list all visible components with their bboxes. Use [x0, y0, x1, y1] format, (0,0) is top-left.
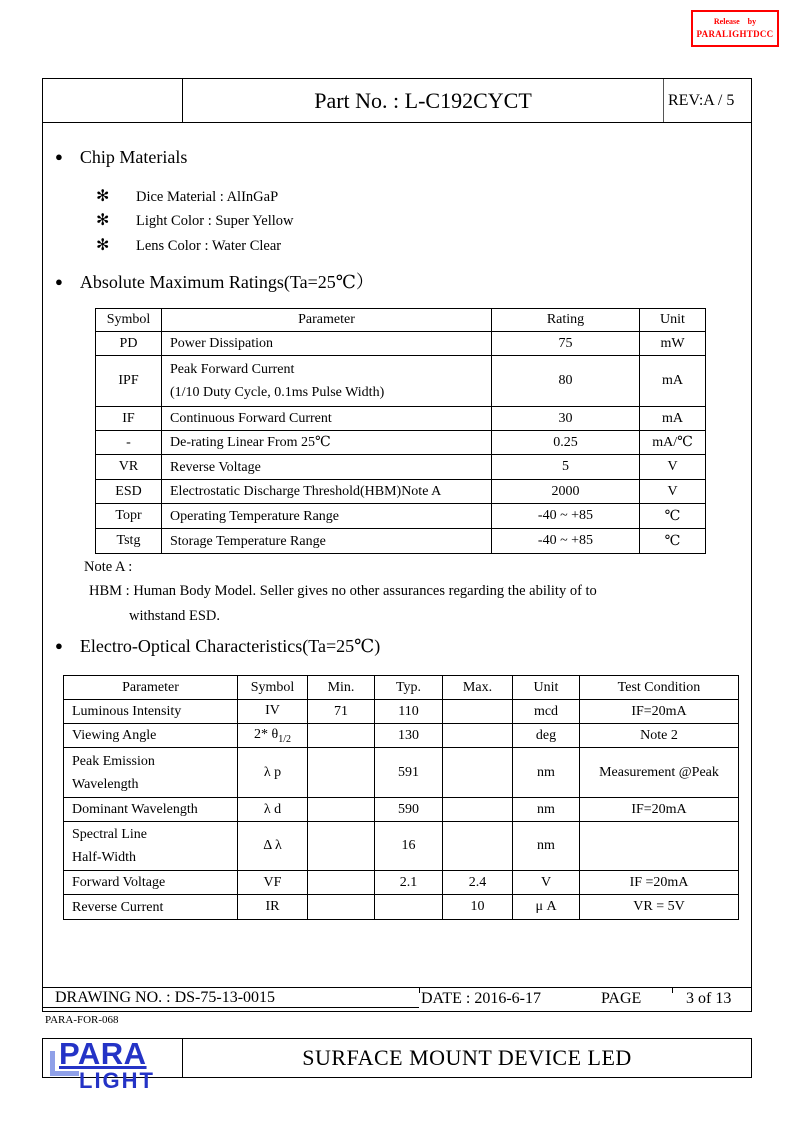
parameter-text: Forward Voltage [72, 875, 166, 890]
cell-typ: 110 [375, 700, 443, 724]
cell-unit: μ A [513, 895, 580, 920]
asterisk-icon: ✻ [96, 188, 110, 205]
table-row [64, 895, 739, 920]
cell-min [308, 724, 375, 748]
cell-unit: nm [513, 798, 580, 822]
release-stamp-line2: PARALIGHTDCC [696, 29, 774, 39]
cell-unit: nm [513, 822, 580, 871]
symbol-text: 2* θ [254, 726, 279, 742]
cell-max [443, 798, 513, 822]
cell-typ: 130 [375, 724, 443, 748]
cell-symbol: PD [96, 332, 162, 356]
company-logo [43, 1036, 183, 1093]
list-item-label: Light Color : Super Yellow [136, 213, 294, 230]
col-header-test-condition: Test Condition [580, 676, 739, 700]
cell-parameter [162, 356, 492, 407]
document-frame [42, 78, 752, 1012]
col-header-max: Max. [443, 676, 513, 700]
cell-symbol [238, 822, 308, 871]
list-item-label: Lens Color : Water Clear [136, 237, 282, 254]
cell-symbol: ESD [96, 480, 162, 504]
electro-optical-title: Electro-Optical Characteristics(Ta=25℃) [79, 636, 381, 656]
parameter-text: Luminous Intensity [72, 704, 182, 719]
symbol-text: VF [263, 874, 282, 890]
cell-typ: 591 [375, 748, 443, 798]
symbol-text: IV [265, 702, 280, 718]
footer-block [43, 987, 751, 1011]
note-a-label: Note A : [84, 559, 133, 575]
cell-parameter [162, 504, 492, 529]
cell-rating: 80 [492, 356, 640, 407]
cell-unit: nm [513, 748, 580, 798]
symbol-text: λ p [263, 764, 282, 780]
note-a-text: HBM : Human Body Model. Seller gives no other assurances regarding the ability of to [89, 583, 597, 600]
cell-test-condition: IF=20mA [580, 700, 739, 724]
cell-symbol [238, 700, 308, 724]
asterisk-icon: ✻ [96, 212, 110, 230]
cell-parameter [162, 407, 492, 431]
electro-optical-table [63, 675, 739, 920]
parameter-text: Peak Emission [72, 753, 155, 769]
symbol-text: Δ λ [263, 838, 282, 853]
parameter-text: Dominant Wavelength [72, 802, 198, 817]
parameter-text2: (1/10 Duty Cycle, 0.1ms Pulse Width) [170, 385, 385, 400]
cell-min [308, 798, 375, 822]
col-header-min: Min. [308, 676, 375, 700]
note-a-text2: withstand ESD. [129, 607, 221, 624]
cell-max [443, 822, 513, 871]
col-header-symbol: Symbol [238, 676, 308, 700]
title-block-empty-cell [43, 79, 183, 122]
cell-unit: V [640, 455, 706, 480]
cell-unit: ℃ [640, 504, 706, 529]
table-header-row [64, 676, 739, 700]
cell-min [308, 822, 375, 871]
cell-rating: 5 [492, 455, 640, 480]
logo-para-text: PARA [59, 1036, 147, 1071]
cell-typ: 16 [375, 822, 443, 871]
cell-rating: -40 ~ +85 [492, 529, 640, 554]
parameter-text2: Wavelength [72, 776, 139, 792]
table-row [96, 455, 706, 480]
table-row [64, 822, 739, 871]
date: DATE : 2016-6-17 [421, 990, 541, 1007]
cell-parameter [162, 529, 492, 554]
parameter-text: Operating Temperature Range [170, 508, 340, 524]
cell-max [443, 748, 513, 798]
release-stamp-line1: Release by [713, 17, 757, 26]
cell-rating: 30 [492, 407, 640, 431]
table-row [96, 356, 706, 407]
cell-max [443, 724, 513, 748]
parameter-text: Peak Forward Current [170, 362, 295, 377]
cell-unit: mcd [513, 700, 580, 724]
list-item [96, 234, 294, 258]
cell-parameter [64, 895, 238, 920]
divider [419, 988, 420, 993]
cell-typ [375, 895, 443, 920]
chip-materials-title: Chip Materials [79, 147, 188, 167]
cell-symbol: Tstg [96, 529, 162, 554]
table-row [64, 724, 739, 748]
cell-max [443, 700, 513, 724]
cell-unit: mA [640, 356, 706, 407]
cell-symbol: Topr [96, 504, 162, 529]
cell-symbol [238, 871, 308, 895]
table-row [96, 504, 706, 529]
cell-unit: mA [640, 407, 706, 431]
cell-min: 71 [308, 700, 375, 724]
cell-unit: mW [640, 332, 706, 356]
abs-max-title: Absolute Maximum Ratings(Ta=25℃） [79, 272, 374, 292]
cell-rating: 0.25 [492, 431, 640, 455]
cell-typ: 2.1 [375, 871, 443, 895]
table-row [64, 748, 739, 798]
page-label: PAGE [601, 990, 642, 1007]
bullet-icon: ● [55, 638, 63, 653]
divider [672, 988, 673, 993]
table-row [96, 407, 706, 431]
cell-unit: ℃ [640, 529, 706, 554]
parameter-text: Reverse Current [72, 899, 164, 915]
parameter-text: Power Dissipation [170, 336, 274, 351]
cell-symbol: - [96, 431, 162, 455]
cell-symbol [238, 895, 308, 920]
cell-test-condition: Note 2 [580, 724, 739, 748]
bullet-icon: ● [55, 274, 63, 289]
cell-typ: 590 [375, 798, 443, 822]
cell-parameter [64, 871, 238, 895]
bottom-title-block [42, 1036, 752, 1093]
cell-symbol: IPF [96, 356, 162, 407]
cell-test-condition: VR = 5V [580, 895, 739, 920]
col-header-parameter: Parameter [64, 676, 238, 700]
cell-parameter [162, 480, 492, 504]
cell-unit: V [640, 480, 706, 504]
abs-max-heading [55, 268, 374, 294]
document-title: SURFACE MOUNT DEVICE LED [302, 1045, 632, 1070]
cell-parameter [64, 748, 238, 798]
cell-parameter [64, 700, 238, 724]
asterisk-icon: ✻ [96, 236, 110, 254]
parameter-text: Electrostatic Discharge Threshold(HBM)Note A [170, 484, 442, 499]
part-number: Part No. : L-C192CYCT [314, 87, 532, 113]
col-header-parameter: Parameter [162, 309, 492, 332]
chip-materials-heading [55, 147, 187, 168]
cell-symbol: VR [96, 455, 162, 480]
table-row [96, 431, 706, 455]
cell-unit: deg [513, 724, 580, 748]
cell-symbol [238, 798, 308, 822]
parameter-text: Continuous Forward Current [170, 411, 332, 426]
chip-materials-list [96, 185, 294, 258]
logo-light-text: LIGHT [79, 1068, 155, 1093]
cell-parameter [162, 455, 492, 480]
table-header-row [96, 309, 706, 332]
cell-unit: V [513, 871, 580, 895]
bullet-icon: ● [55, 149, 63, 164]
table-row [96, 480, 706, 504]
list-item-label: Dice Material : AlInGaP [136, 189, 279, 205]
cell-unit: mA/℃ [640, 431, 706, 455]
cell-symbol: IF [96, 407, 162, 431]
cell-test-condition [580, 822, 739, 871]
form-number: PARA-FOR-068 [45, 1014, 119, 1026]
cell-parameter [64, 724, 238, 748]
revision: REV:A / 5 [663, 79, 751, 122]
col-header-unit: Unit [640, 309, 706, 332]
parameter-text: Viewing Angle [72, 728, 157, 743]
table-row [64, 798, 739, 822]
cell-test-condition: IF=20mA [580, 798, 739, 822]
cell-parameter [162, 431, 492, 455]
abs-max-table [95, 308, 706, 554]
drawing-number: DRAWING NO. : DS-75-13-0015 [43, 988, 419, 1008]
cell-rating: -40 ~ +85 [492, 504, 640, 529]
parameter-text: De-rating Linear From 25℃ [170, 435, 331, 450]
table-row [64, 700, 739, 724]
col-header-symbol: Symbol [96, 309, 162, 332]
cell-parameter [64, 822, 238, 871]
cell-parameter [162, 332, 492, 356]
symbol-text: IR [265, 899, 280, 914]
symbol-subscript: 1/2 [278, 733, 291, 745]
table-row [96, 529, 706, 554]
col-header-rating: Rating [492, 309, 640, 332]
cell-max: 10 [443, 895, 513, 920]
cell-symbol [238, 748, 308, 798]
col-header-typ: Typ. [375, 676, 443, 700]
cell-test-condition: IF =20mA [580, 871, 739, 895]
parameter-text: Spectral Line [72, 827, 148, 842]
table-row [64, 871, 739, 895]
cell-rating: 75 [492, 332, 640, 356]
cell-parameter [64, 798, 238, 822]
col-header-unit: Unit [513, 676, 580, 700]
cell-rating: 2000 [492, 480, 640, 504]
release-stamp [691, 10, 779, 47]
cell-min [308, 895, 375, 920]
parameter-text: Storage Temperature Range [170, 533, 326, 549]
title-block [43, 79, 751, 123]
cell-min [308, 871, 375, 895]
electro-optical-heading [55, 636, 380, 657]
list-item [96, 185, 294, 209]
cell-min [308, 748, 375, 798]
page-number: 3 of 13 [686, 990, 732, 1007]
parameter-text2: Half-Width [72, 850, 136, 865]
symbol-text: λ d [263, 801, 282, 817]
note-a [84, 555, 597, 628]
cell-max: 2.4 [443, 871, 513, 895]
table-row [96, 332, 706, 356]
cell-test-condition: Measurement @Peak [580, 748, 739, 798]
cell-symbol [238, 724, 308, 748]
parameter-text: Reverse Voltage [170, 459, 261, 475]
list-item [96, 209, 294, 233]
